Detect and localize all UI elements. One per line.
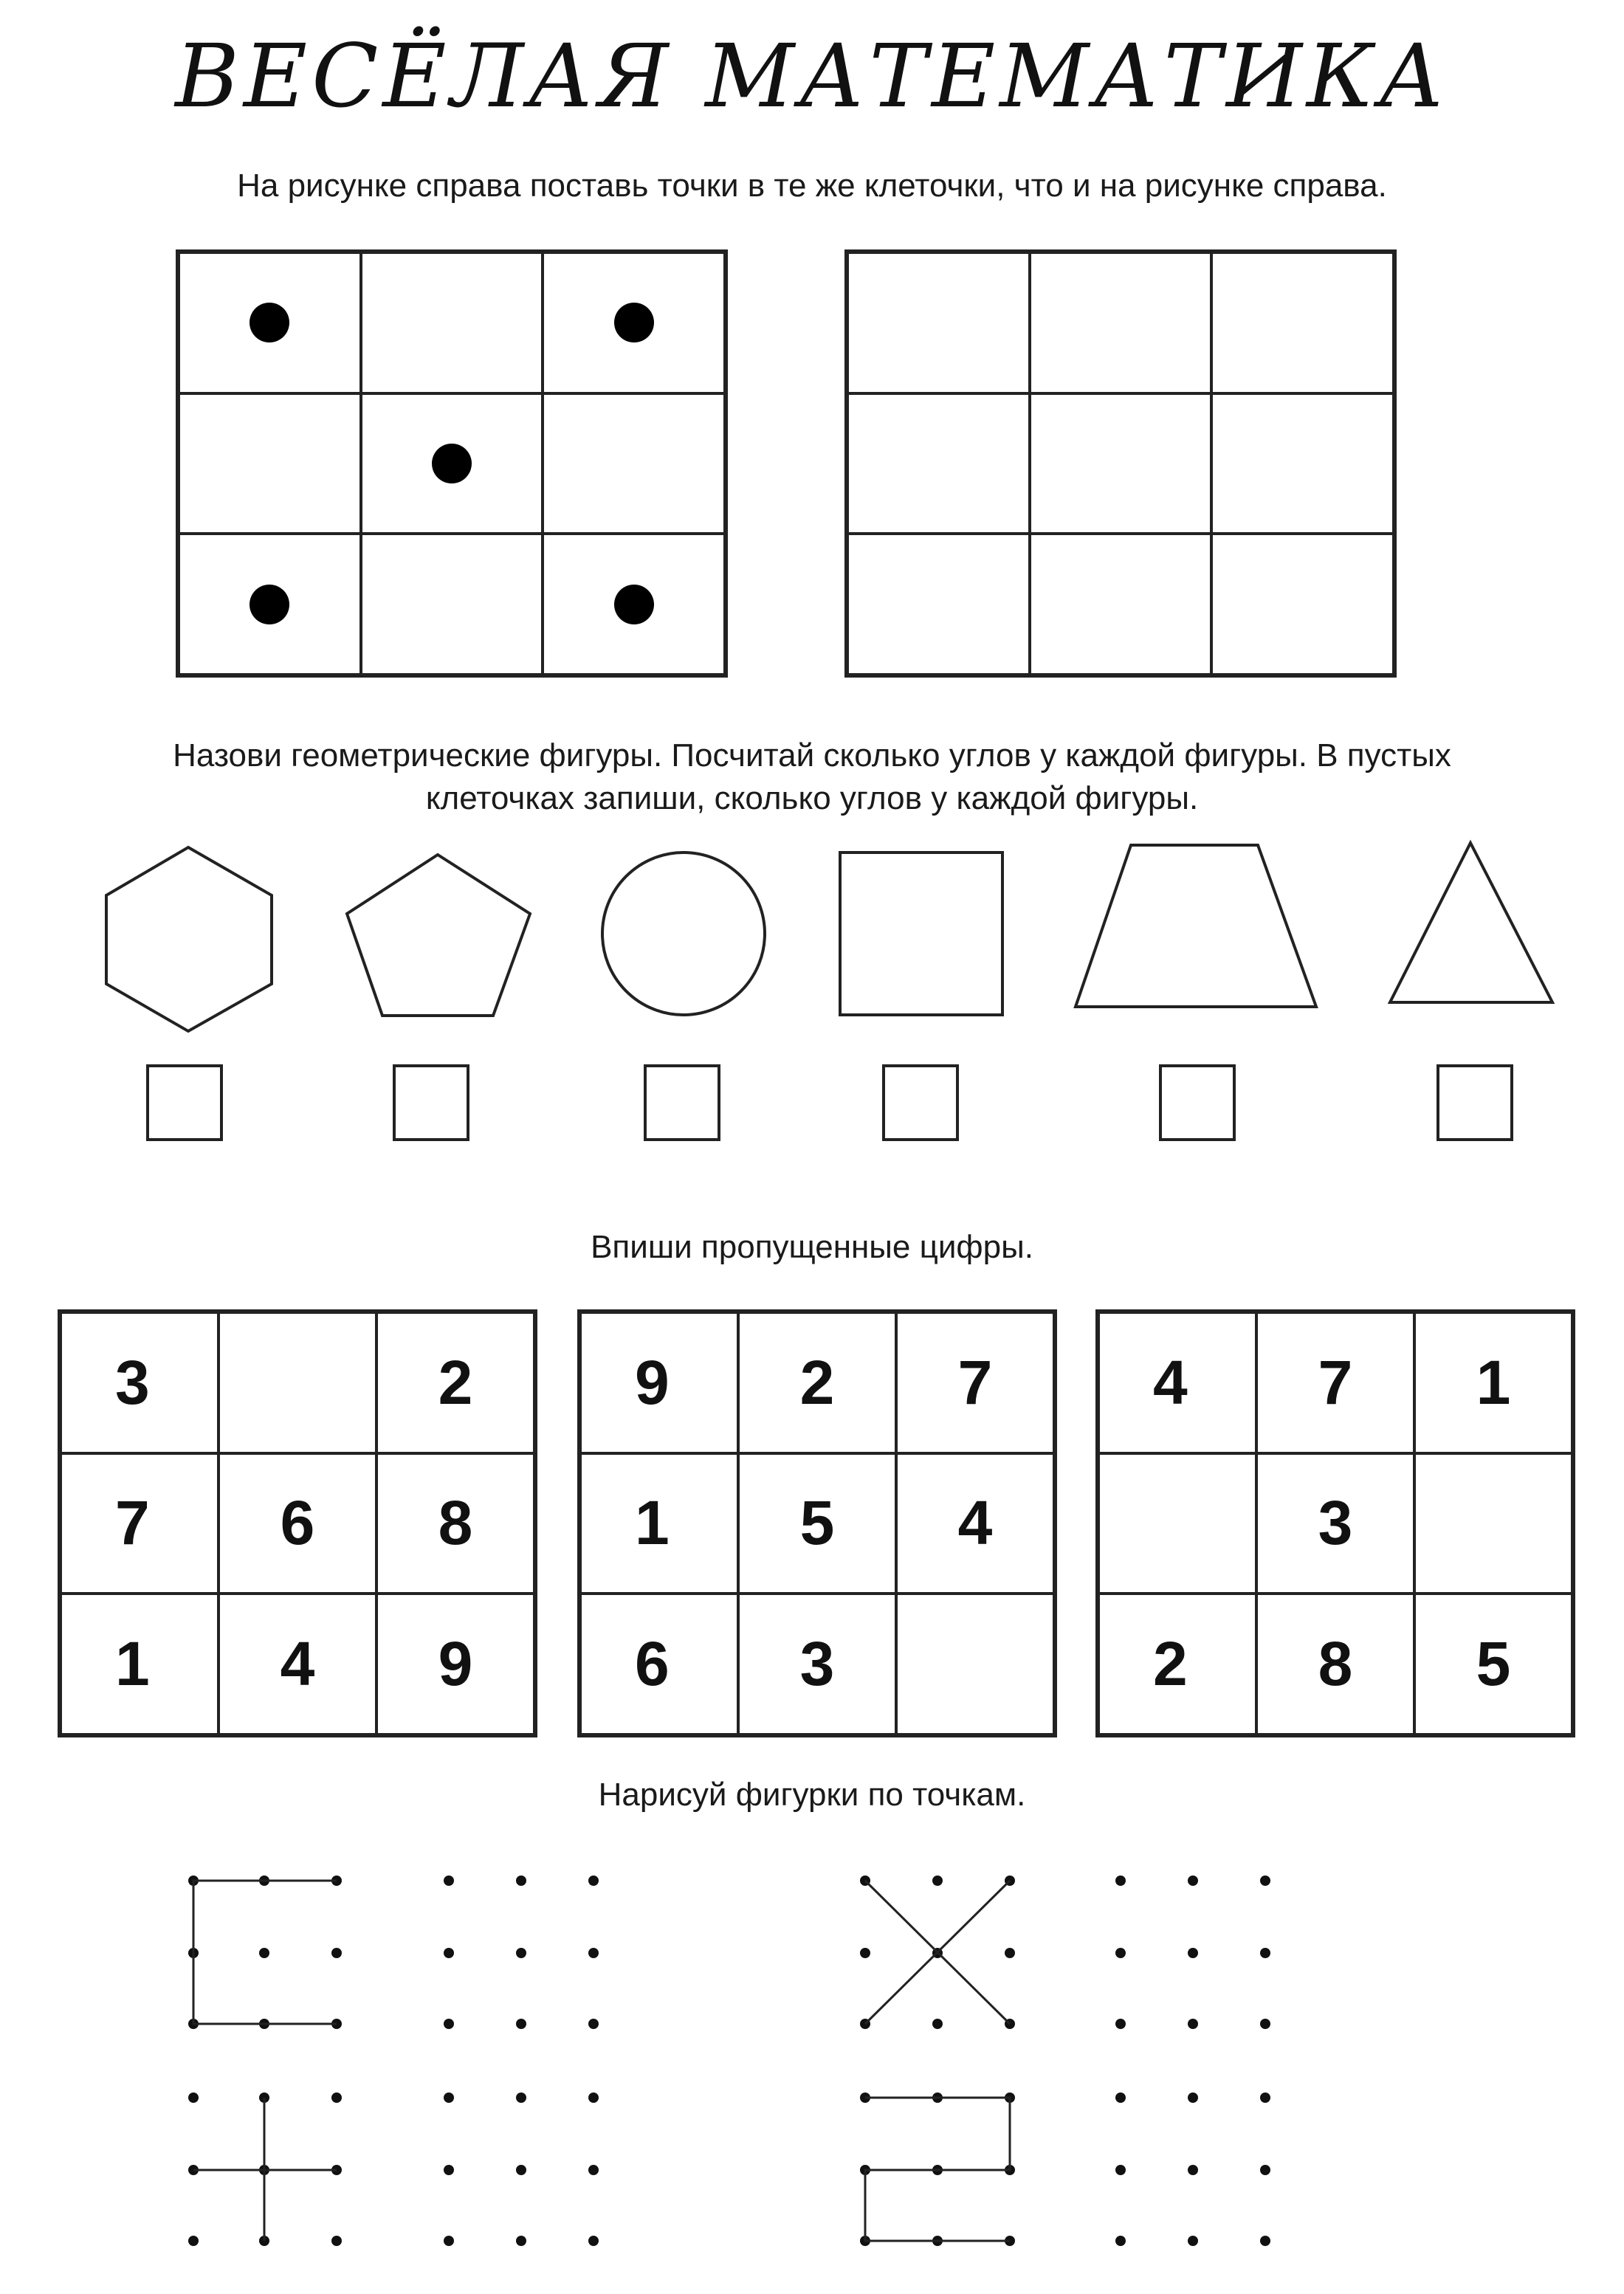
number-cell: 7 xyxy=(61,1453,219,1594)
grid-dot xyxy=(188,2092,199,2103)
number-cell: 8 xyxy=(1256,1594,1414,1735)
grid-dot xyxy=(932,1876,943,1886)
number-cell: 7 xyxy=(896,1312,1054,1453)
grid-dot xyxy=(188,2236,199,2246)
grid-dot xyxy=(331,2236,342,2246)
grid-dot xyxy=(588,2019,599,2029)
grid-dot xyxy=(1188,1948,1198,1958)
grid-dot xyxy=(1260,2165,1270,2175)
grid-dot xyxy=(259,1948,269,1958)
grid-dot xyxy=(1260,1948,1270,1958)
number-cell: 2 xyxy=(1098,1594,1256,1735)
grid-dot xyxy=(1115,2019,1126,2029)
number-cell: 8 xyxy=(376,1453,534,1594)
number-cell: 3 xyxy=(1256,1453,1414,1594)
grid-dot xyxy=(516,1876,526,1886)
number-cell: 5 xyxy=(1414,1594,1572,1735)
grid-dot xyxy=(1115,2092,1126,2103)
number-cell: 6 xyxy=(580,1594,738,1735)
grid-dot xyxy=(1188,2165,1198,2175)
grid-dot xyxy=(932,2019,943,2029)
number-cell: 2 xyxy=(376,1312,534,1453)
task3-instruction: Впиши пропущенные цифры. xyxy=(591,1229,1033,1265)
grid-dot xyxy=(1005,1948,1015,1958)
grid-dot xyxy=(1115,2236,1126,2246)
grid-dot xyxy=(516,2236,526,2246)
number-cell: 4 xyxy=(896,1453,1054,1594)
number-cell: 6 xyxy=(219,1453,376,1594)
grid-dot xyxy=(516,1948,526,1958)
grid-dot xyxy=(444,1948,454,1958)
number-cell: 1 xyxy=(1414,1312,1572,1453)
grid-dot xyxy=(588,1876,599,1886)
grid-dot xyxy=(444,2165,454,2175)
grid-dot xyxy=(516,2092,526,2103)
number-cell: 2 xyxy=(738,1312,896,1453)
grid-dot xyxy=(444,1876,454,1886)
grid-dot xyxy=(331,1948,342,1958)
grid-dot xyxy=(1260,2019,1270,2029)
grid-dot xyxy=(1115,1876,1126,1886)
task4-instruction: Нарисуй фигурки по точкам. xyxy=(598,1777,1026,1813)
grid-dot xyxy=(588,2236,599,2246)
grid-dot xyxy=(1188,2236,1198,2246)
number-cell: 9 xyxy=(376,1594,534,1735)
number-cell: 7 xyxy=(1256,1312,1414,1453)
grid-dot xyxy=(444,2019,454,2029)
number-cell: 5 xyxy=(738,1453,896,1594)
grid-dot xyxy=(516,2165,526,2175)
number-cell: 1 xyxy=(580,1453,738,1594)
grid-dot xyxy=(588,2092,599,2103)
grid-dot xyxy=(1260,2092,1270,2103)
page-title: ВЕСЁЛАЯ МАТЕМАТИКА xyxy=(175,25,1449,127)
task2-instruction-line1: Назови геометрические фигуры. Посчитай сколько углов у каждой фигуры. В пустых xyxy=(173,737,1451,774)
grid-dot xyxy=(516,2019,526,2029)
grid-dot xyxy=(588,1948,599,1958)
grid-dot xyxy=(588,2165,599,2175)
grid-dot xyxy=(1188,2092,1198,2103)
sample-path xyxy=(865,2098,1010,2241)
grid-dot xyxy=(1260,1876,1270,1886)
grid-dot xyxy=(331,2092,342,2103)
number-cell: 1 xyxy=(61,1594,219,1735)
grid-dot xyxy=(1188,2019,1198,2029)
grid-dot xyxy=(1115,2165,1126,2175)
number-cell: 4 xyxy=(1098,1312,1256,1453)
grid-dot xyxy=(1260,2236,1270,2246)
task1-instruction: На рисунке справа поставь точки в те же клеточки, что и на рисунке справа. xyxy=(237,168,1387,204)
task2-instruction-line2: клеточках запиши, сколько углов у каждой фигуры. xyxy=(425,780,1199,816)
grid-dot xyxy=(444,2092,454,2103)
grid-dot xyxy=(860,1948,870,1958)
grid-dot xyxy=(444,2236,454,2246)
grid-dot xyxy=(1188,1876,1198,1886)
grid-dot xyxy=(1115,1948,1126,1958)
number-cell: 4 xyxy=(219,1594,376,1735)
number-cell: 3 xyxy=(61,1312,219,1453)
number-cell: 9 xyxy=(580,1312,738,1453)
number-cell: 3 xyxy=(738,1594,896,1735)
